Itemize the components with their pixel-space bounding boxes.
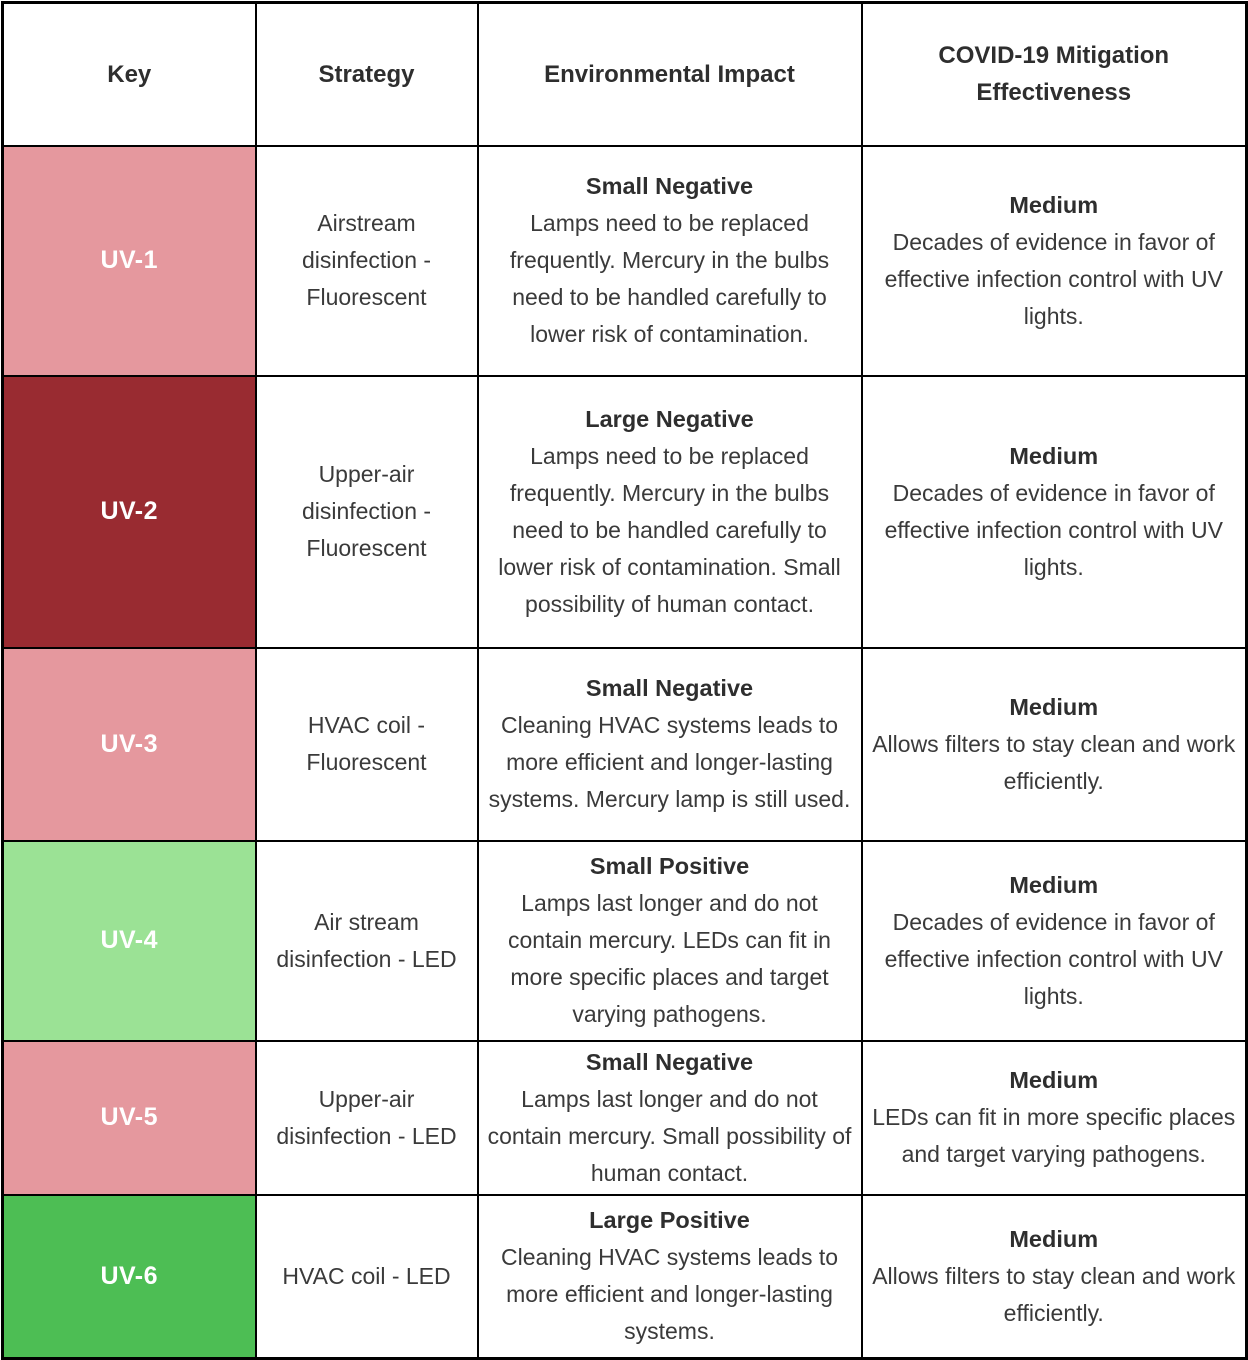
- covid-level: Medium: [1009, 1067, 1099, 1093]
- covid-level: Medium: [1009, 871, 1099, 898]
- strategy-cell: [256, 146, 478, 376]
- table-row-uv4: [3, 841, 1247, 1041]
- impact-level: Small Negative: [585, 1048, 754, 1075]
- impact-cell: [478, 376, 862, 648]
- covid-level: Medium: [1009, 442, 1099, 469]
- strategy-label: HVAC coil - Fluorescent: [306, 712, 427, 775]
- impact-cell: [478, 648, 862, 841]
- covid-level: Medium: [1009, 1225, 1099, 1252]
- key-cell-uv3: UV-3: [3, 648, 256, 841]
- impact-level: Small Negative: [585, 173, 754, 199]
- covid-cell: [862, 841, 1247, 1041]
- key-cell-uv5: UV-5: [3, 1041, 256, 1195]
- column-header-key: Key: [3, 3, 256, 146]
- strategy-label: Airstream disinfection - Fluorescent: [301, 210, 432, 310]
- table-row-uv3: [3, 648, 1247, 841]
- strategy-cell: [256, 1041, 478, 1195]
- strategy-cell: [256, 841, 478, 1041]
- strategy-label: Upper-air disinfection - Fluorescent: [301, 461, 432, 561]
- column-header-environmental-impact: Environmental Impact: [478, 3, 862, 146]
- strategy-label: Upper-air disinfection - LED: [276, 1085, 457, 1149]
- covid-cell: [862, 1041, 1247, 1195]
- covid-cell: [862, 376, 1247, 648]
- impact-description: Cleaning HVAC systems leads to more efficient and longer-lasting systems.: [500, 1244, 839, 1345]
- table-row-uv5: [3, 1041, 1247, 1195]
- key-cell-uv6: UV-6: [3, 1195, 256, 1359]
- column-header-strategy: Strategy: [256, 3, 478, 146]
- impact-cell: [478, 1041, 862, 1195]
- strategy-cell: [256, 648, 478, 841]
- impact-level: Small Negative: [585, 675, 754, 701]
- covid-description: Decades of evidence in favor of effective infection control with UV lights.: [884, 908, 1223, 1009]
- impact-cell: [478, 841, 862, 1041]
- covid-description: Allows filters to stay clean and work efficiently.: [872, 1262, 1236, 1326]
- covid-description: Allows filters to stay clean and work efficiently.: [872, 730, 1236, 794]
- impact-description: Lamps last longer and do not contain mercury. Small possibility of human contact.: [487, 1085, 852, 1186]
- impact-level: Large Negative: [585, 405, 754, 432]
- covid-level: Medium: [1009, 693, 1099, 720]
- strategy-cell: [256, 376, 478, 648]
- strategy-label: Air stream disinfection - LED: [276, 908, 457, 972]
- strategy-cell: [256, 1195, 478, 1359]
- column-header-covid-mitigation: COVID-19 Mitigation Effectiveness: [862, 3, 1247, 146]
- covid-cell: [862, 1195, 1247, 1359]
- impact-cell: [478, 1195, 862, 1359]
- covid-description: Decades of evidence in favor of effective infection control with UV lights.: [884, 228, 1223, 329]
- impact-description: Lamps last longer and do not contain mercury. LEDs can fit in more specific places and target varying pathogens.: [508, 890, 831, 1027]
- key-cell-uv4: UV-4: [3, 841, 256, 1041]
- covid-cell: [862, 648, 1247, 841]
- uv-strategy-table: [1, 1, 1248, 1360]
- key-cell-uv2: UV-2: [3, 376, 256, 648]
- impact-cell: [478, 146, 862, 376]
- table-row-uv2: [3, 376, 1247, 648]
- impact-description: Cleaning HVAC systems leads to more efficient and longer-lasting systems. Mercury lamp is still used.: [488, 712, 851, 812]
- key-cell-uv1: UV-1: [3, 146, 256, 376]
- table-row-uv6: [3, 1195, 1247, 1359]
- impact-description: Lamps need to be replaced frequently. Mercury in the bulbs need to be handled carefully to lower risk of contamination. Small possibility of human contact.: [498, 442, 841, 617]
- impact-level: Small Positive: [589, 853, 750, 879]
- impact-level: Large Positive: [589, 1207, 750, 1234]
- covid-description: LEDs can fit in more specific places and target varying pathogens.: [872, 1104, 1236, 1167]
- covid-cell: [862, 146, 1247, 376]
- covid-description: Decades of evidence in favor of effective infection control with UV lights.: [884, 479, 1223, 580]
- impact-description: Lamps need to be replaced frequently. Mercury in the bulbs need to be handled carefully to lower risk of contamination.: [509, 210, 830, 347]
- table-row-uv1: [3, 146, 1247, 376]
- strategy-label: HVAC coil - LED: [282, 1262, 451, 1289]
- covid-level: Medium: [1009, 191, 1099, 218]
- uv-strategy-comparison-page: [0, 1, 1248, 1355]
- header-row: [3, 3, 1247, 146]
